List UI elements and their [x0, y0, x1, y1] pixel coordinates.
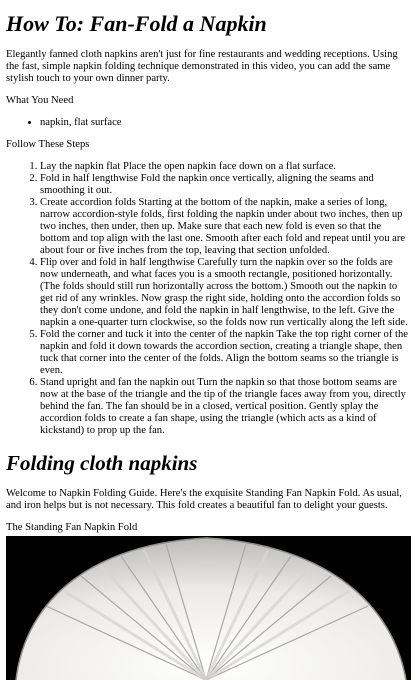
fan-napkin-photo — [6, 536, 411, 680]
step-item: 1. Lay the napkin flat Place the open napkin face down on a flat surface. — [40, 161, 410, 173]
steps-list — [6, 161, 410, 437]
step-item: 4. Flip over and fold in half lengthwise Carefully turn the napkin over so the folds are now underneath, and what faces you is a smooth rectangle, positioned horizontally. (The folds should still run horizontally across the bottom.) Smooth out the napkin to get rid of any wrinkles. Now grasp the right side, holding onto the accordion folds so they don't come undone, and fold the napkin in half lengthwise, to the left. Give the napkin a one-quarter turn clockwise, so the folds now run vertically along the left side. — [40, 257, 410, 329]
article-title: How To: Fan-Fold a Napkin — [6, 11, 267, 36]
need-heading: What You Need — [6, 95, 74, 106]
steps-heading: Follow These Steps — [6, 139, 90, 150]
need-item: • napkin, flat surface — [40, 117, 410, 129]
step-item: 3. Create accordion folds Starting at the bottom of the napkin, make a series of long, narrow accordion-style folds, first folding the napkin under about two inches, then up two inches, then under, then up. Make sure that each new fold is even so that the bottom and top align with the last one. Smooth after each fold and repeat until you are about four or five inches from the top, leaving that section unfolded. — [40, 197, 410, 257]
guide-intro: Welcome to Napkin Folding Guide. Here's the exquisite Standing Fan Napkin Fold. As usual, and iron helps but is not necessary. This fold creates a beautiful fan to delight your guests. — [6, 488, 402, 511]
fan-napkin-illustration — [6, 536, 411, 680]
step-item: 2. Fold in half lengthwise Fold the napkin once vertically, aligning the seams and smoothing it out. — [40, 173, 410, 197]
step-item: 5. Fold the corner and tuck it into the center of the napkin Take the top right corner of the napkin and fold it down towards the accordion section, creating a triangle shape, then tuck that corner into the center of the folds. Align the bottom seams so the triangle is even. — [40, 329, 410, 377]
guide-title: Folding cloth napkins — [6, 451, 198, 475]
article-intro: Elegantly fanned cloth napkins aren't just for fine restaurants and wedding receptions. Using the fast, simple napkin folding technique demonstrated in this video, you can add the same stylish touch to your own dinner party. — [6, 49, 398, 84]
step-item: 6. Stand upright and fan the napkin out Turn the napkin so that those bottom seams are now at the base of the triangle and the tip of the triangle faces away from you, directly behind the fan. The fan should be in a closed, vertical position. Gently splay the accordion folds to create a fan shape, using the triangle (which acts as a kind of kickstand) to prop up the fan. — [40, 377, 410, 437]
image-caption: The Standing Fan Napkin Fold — [6, 522, 138, 533]
need-list — [6, 117, 410, 129]
